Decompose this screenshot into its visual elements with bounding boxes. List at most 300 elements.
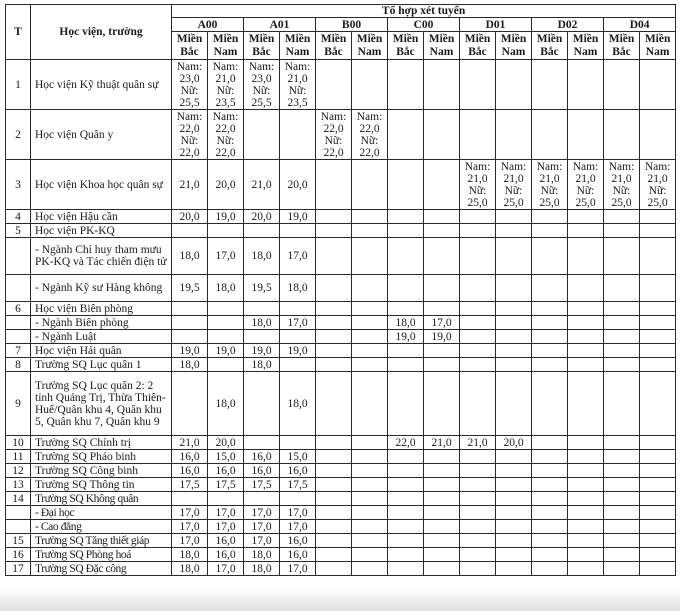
- score-cell: [244, 302, 280, 316]
- school-name: - Đại học: [31, 506, 172, 520]
- score-cell: [280, 492, 316, 506]
- score-cell: [640, 372, 676, 436]
- region-label-line1: Miền: [176, 32, 203, 45]
- score-cell: [496, 492, 532, 506]
- score-cell: [388, 110, 424, 160]
- score-cell: [460, 464, 496, 478]
- score-value: 25,0: [467, 196, 488, 209]
- score-cell: [496, 160, 532, 210]
- score-cell: [640, 492, 676, 506]
- header-region-nam: [496, 32, 532, 60]
- score-cell: [280, 224, 316, 238]
- score-cell: [208, 464, 244, 478]
- score-cell: [460, 160, 496, 210]
- score-cell: [388, 464, 424, 478]
- score-cell: [244, 492, 280, 506]
- score-cell: [640, 478, 676, 492]
- score-cell: [316, 492, 352, 506]
- score-value: 18,0: [251, 562, 272, 575]
- score-cell: [244, 520, 280, 534]
- score-value: 17,0: [431, 316, 452, 329]
- table-row: [6, 302, 676, 316]
- score-cell: [280, 562, 316, 576]
- header-combo-a00: A00: [172, 18, 244, 32]
- score-value: 22,0: [359, 122, 380, 135]
- score-cell: [280, 358, 316, 372]
- gender-label: Nam:: [284, 60, 311, 73]
- score-cell: [532, 562, 568, 576]
- score-cell: [640, 210, 676, 224]
- gender-label: Nam:: [212, 60, 239, 73]
- score-cell: [568, 372, 604, 436]
- school-name: Trường SQ Phòng hoá: [31, 548, 172, 562]
- score-cell: [388, 562, 424, 576]
- score-cell: [352, 450, 388, 464]
- score-cell: [496, 238, 532, 275]
- score-value: 22,0: [323, 146, 344, 159]
- score-cell: [568, 110, 604, 160]
- row-number: [6, 275, 31, 302]
- score-cell: [316, 316, 352, 330]
- row-number: 17: [6, 562, 31, 576]
- table-row: [6, 450, 676, 464]
- score-value: 19,0: [395, 330, 416, 343]
- score-cell: [604, 210, 640, 224]
- header-region-nam: [352, 32, 388, 60]
- score-cell: [568, 275, 604, 302]
- table-row: [6, 358, 676, 372]
- score-cell: [208, 224, 244, 238]
- score-cell: [424, 302, 460, 316]
- score-cell: [424, 160, 460, 210]
- score-cell: [424, 520, 460, 534]
- table-row: [6, 492, 676, 506]
- score-cell: [640, 330, 676, 344]
- header-region-bac: [532, 32, 568, 60]
- admission-scores-table: [5, 4, 676, 576]
- school-name: Học viện Kỹ thuật quân sự: [31, 60, 172, 110]
- score-cell: [640, 224, 676, 238]
- score-cell: [352, 478, 388, 492]
- score-cell: [604, 520, 640, 534]
- score-cell: [316, 562, 352, 576]
- region-label-line2: Bắc: [180, 45, 199, 58]
- header-combination-group: Tổ hợp xét tuyển: [172, 5, 676, 18]
- score-cell: [460, 302, 496, 316]
- score-cell: [352, 492, 388, 506]
- header-region-nam: [568, 32, 604, 60]
- score-cell: [388, 275, 424, 302]
- score-cell: [640, 238, 676, 275]
- score-cell: [208, 358, 244, 372]
- score-value: 16,0: [215, 464, 236, 477]
- score-cell: [280, 110, 316, 160]
- score-cell: [316, 436, 352, 450]
- score-value: 19,0: [179, 344, 200, 357]
- region-label-line1: Miền: [572, 32, 599, 45]
- score-value: 21,0: [215, 72, 236, 85]
- score-cell: [568, 60, 604, 110]
- score-value: 23,0: [251, 72, 272, 85]
- score-cell: [244, 110, 280, 160]
- score-value: 17,0: [287, 316, 308, 329]
- score-cell: [640, 275, 676, 302]
- score-cell: [460, 238, 496, 275]
- header-combo-a01: A01: [244, 18, 316, 32]
- score-cell: [388, 302, 424, 316]
- score-cell: [604, 110, 640, 160]
- score-cell: [496, 224, 532, 238]
- header-combo-b00: B00: [316, 18, 388, 32]
- score-cell: [316, 478, 352, 492]
- score-value: 22,0: [179, 122, 200, 135]
- score-cell: [352, 358, 388, 372]
- gender-label: Nữ:: [180, 134, 199, 147]
- score-cell: [208, 534, 244, 548]
- row-number: 13: [6, 478, 31, 492]
- score-cell: [172, 464, 208, 478]
- gender-label: Nam:: [608, 160, 635, 173]
- score-cell: [460, 358, 496, 372]
- region-label-line2: Bắc: [612, 45, 631, 58]
- score-value: 25,0: [539, 196, 560, 209]
- score-cell: [604, 238, 640, 275]
- score-value: 18,0: [215, 282, 236, 294]
- header-region-nam: [280, 32, 316, 60]
- score-cell: [280, 60, 316, 110]
- score-cell: [496, 548, 532, 562]
- score-cell: [460, 224, 496, 238]
- score-cell: [172, 330, 208, 344]
- row-number: 1: [6, 60, 31, 110]
- score-cell: [460, 330, 496, 344]
- score-cell: [460, 372, 496, 436]
- score-cell: [388, 160, 424, 210]
- score-cell: [280, 238, 316, 275]
- row-number: [6, 330, 31, 344]
- score-cell: [496, 358, 532, 372]
- header-combo-c00: C00: [388, 18, 460, 32]
- score-cell: [172, 492, 208, 506]
- score-value: 21,0: [539, 172, 560, 185]
- score-cell: [640, 60, 676, 110]
- score-cell: [568, 358, 604, 372]
- score-cell: [604, 358, 640, 372]
- score-cell: [280, 330, 316, 344]
- score-value: 21,0: [251, 178, 272, 191]
- gender-label: Nữ:: [504, 184, 523, 197]
- score-value: 18,0: [179, 562, 200, 575]
- table-row: [6, 464, 676, 478]
- gender-label: Nữ:: [216, 84, 235, 97]
- score-cell: [496, 534, 532, 548]
- score-cell: [460, 450, 496, 464]
- row-number: 9: [6, 372, 31, 436]
- score-cell: [424, 372, 460, 436]
- gender-label: Nữ:: [180, 84, 199, 97]
- score-cell: [604, 478, 640, 492]
- score-cell: [280, 506, 316, 520]
- score-cell: [208, 110, 244, 160]
- gender-label: Nữ:: [288, 84, 307, 97]
- school-name: Học viện Hải quân: [31, 344, 172, 358]
- score-cell: [460, 520, 496, 534]
- region-label-line2: Nam: [501, 45, 526, 58]
- score-cell: [172, 238, 208, 275]
- score-cell: [424, 534, 460, 548]
- score-cell: [640, 464, 676, 478]
- score-cell: [388, 330, 424, 344]
- score-cell: [244, 562, 280, 576]
- score-value: 19,0: [287, 344, 308, 357]
- score-value: 17,0: [287, 520, 308, 533]
- score-cell: [604, 436, 640, 450]
- row-number: 6: [6, 302, 31, 316]
- gender-label: Nam:: [500, 160, 527, 173]
- score-cell: [496, 344, 532, 358]
- gender-label: Nam:: [248, 60, 275, 73]
- score-value: 18,0: [179, 250, 200, 262]
- score-cell: [208, 450, 244, 464]
- school-name: Trường SQ Chính trị: [31, 436, 172, 450]
- score-cell: [532, 506, 568, 520]
- score-cell: [640, 506, 676, 520]
- score-cell: [388, 520, 424, 534]
- gender-label: Nam:: [644, 160, 671, 173]
- score-cell: [172, 302, 208, 316]
- score-cell: [532, 160, 568, 210]
- region-label-line2: Bắc: [468, 45, 487, 58]
- score-cell: [496, 520, 532, 534]
- score-cell: [604, 344, 640, 358]
- school-name: Học viện Biên phòng: [31, 302, 172, 316]
- score-cell: [244, 160, 280, 210]
- score-value: 18,0: [251, 358, 272, 371]
- score-cell: [496, 506, 532, 520]
- score-cell: [172, 478, 208, 492]
- table-row: [6, 534, 676, 548]
- score-cell: [424, 478, 460, 492]
- school-name: Trường SQ Thông tin: [31, 478, 172, 492]
- score-cell: [172, 358, 208, 372]
- score-cell: [460, 492, 496, 506]
- score-cell: [316, 160, 352, 210]
- school-name: - Ngành Kỹ sư Hàng không: [31, 275, 172, 302]
- region-label-line1: Miền: [212, 32, 239, 45]
- score-cell: [280, 302, 316, 316]
- row-number: 10: [6, 436, 31, 450]
- score-cell: [532, 316, 568, 330]
- gender-label: Nam:: [572, 160, 599, 173]
- score-cell: [460, 275, 496, 302]
- score-value: 16,0: [251, 464, 272, 477]
- score-cell: [460, 548, 496, 562]
- gender-label: Nam:: [464, 160, 491, 173]
- header-region-bac: [316, 32, 352, 60]
- score-cell: [172, 436, 208, 450]
- score-cell: [496, 316, 532, 330]
- score-cell: [460, 60, 496, 110]
- score-value: 18,0: [287, 282, 308, 294]
- school-name: Trường SQ Công binh: [31, 464, 172, 478]
- score-cell: [424, 506, 460, 520]
- score-cell: [532, 330, 568, 344]
- header-region-nam: [424, 32, 460, 60]
- score-value: 20,0: [179, 210, 200, 223]
- score-cell: [352, 464, 388, 478]
- score-cell: [532, 534, 568, 548]
- score-cell: [208, 520, 244, 534]
- score-cell: [352, 562, 388, 576]
- row-number: [6, 520, 31, 534]
- score-cell: [532, 548, 568, 562]
- score-cell: [316, 520, 352, 534]
- table-row: [6, 110, 676, 160]
- score-cell: [604, 372, 640, 436]
- score-value: 22,0: [215, 146, 236, 159]
- score-cell: [496, 436, 532, 450]
- score-cell: [172, 372, 208, 436]
- score-cell: [388, 238, 424, 275]
- score-cell: [280, 344, 316, 358]
- score-cell: [496, 110, 532, 160]
- header-combo-d02: D02: [532, 18, 604, 32]
- score-value: 20,0: [215, 436, 236, 449]
- header-region-nam: [208, 32, 244, 60]
- score-cell: [604, 548, 640, 562]
- score-cell: [352, 548, 388, 562]
- score-cell: [424, 224, 460, 238]
- score-cell: [424, 436, 460, 450]
- score-value: 18,0: [179, 358, 200, 371]
- school-name: Trường SQ Tăng thiết giáp: [31, 534, 172, 548]
- score-cell: [640, 302, 676, 316]
- score-cell: [568, 210, 604, 224]
- score-cell: [208, 344, 244, 358]
- score-value: 22,0: [215, 122, 236, 135]
- score-value: 15,0: [287, 450, 308, 463]
- score-value: 20,0: [215, 178, 236, 191]
- score-cell: [208, 506, 244, 520]
- score-cell: [460, 210, 496, 224]
- score-cell: [316, 110, 352, 160]
- gender-label: Nam:: [320, 110, 347, 123]
- score-cell: [424, 358, 460, 372]
- score-value: 16,0: [287, 548, 308, 561]
- region-label-line1: Miền: [644, 32, 671, 45]
- gender-label: Nữ:: [648, 184, 667, 197]
- score-value: 17,0: [251, 506, 272, 519]
- score-cell: [640, 358, 676, 372]
- score-cell: [496, 330, 532, 344]
- score-value: 18,0: [287, 397, 308, 410]
- score-cell: [280, 450, 316, 464]
- score-cell: [424, 60, 460, 110]
- score-cell: [208, 562, 244, 576]
- score-cell: [568, 160, 604, 210]
- score-cell: [532, 358, 568, 372]
- score-value: 17,0: [287, 562, 308, 575]
- score-cell: [208, 275, 244, 302]
- score-cell: [532, 372, 568, 436]
- table-body: [6, 60, 676, 576]
- score-value: 21,0: [179, 178, 200, 191]
- score-value: 25,0: [503, 196, 524, 209]
- score-value: 17,5: [251, 478, 272, 491]
- table-row: [6, 372, 676, 436]
- score-cell: [316, 302, 352, 316]
- score-cell: [568, 492, 604, 506]
- score-cell: [316, 210, 352, 224]
- score-cell: [568, 464, 604, 478]
- table-row: [6, 478, 676, 492]
- region-label-line1: Miền: [284, 32, 311, 45]
- score-cell: [388, 534, 424, 548]
- score-cell: [460, 344, 496, 358]
- score-cell: [496, 562, 532, 576]
- score-cell: [460, 478, 496, 492]
- score-cell: [568, 450, 604, 464]
- score-cell: [244, 464, 280, 478]
- score-cell: [172, 548, 208, 562]
- score-cell: [316, 275, 352, 302]
- table-row: [6, 562, 676, 576]
- score-cell: [640, 344, 676, 358]
- score-value: 18,0: [395, 316, 416, 329]
- score-value: 23,5: [287, 96, 308, 109]
- header-row-group: [6, 5, 676, 18]
- school-name: Trường SQ Lục quân 1: [31, 358, 172, 372]
- region-label-line2: Nam: [357, 45, 382, 58]
- row-number: 16: [6, 548, 31, 562]
- score-cell: [460, 436, 496, 450]
- score-cell: [604, 534, 640, 548]
- score-cell: [208, 238, 244, 275]
- score-cell: [604, 275, 640, 302]
- score-cell: [604, 302, 640, 316]
- score-cell: [604, 60, 640, 110]
- score-cell: [352, 534, 388, 548]
- score-cell: [568, 330, 604, 344]
- score-cell: [568, 238, 604, 275]
- score-cell: [532, 450, 568, 464]
- score-value: 21,0: [467, 172, 488, 185]
- score-cell: [244, 224, 280, 238]
- region-label-line1: Miền: [248, 32, 275, 45]
- score-cell: [244, 450, 280, 464]
- region-label-line1: Miền: [320, 32, 347, 45]
- header-region-bac: [460, 32, 496, 60]
- score-cell: [640, 160, 676, 210]
- table-row: [6, 316, 676, 330]
- score-cell: [280, 275, 316, 302]
- header-region-bac: [388, 32, 424, 60]
- score-cell: [496, 302, 532, 316]
- score-cell: [172, 534, 208, 548]
- score-cell: [172, 224, 208, 238]
- region-label-line2: Bắc: [396, 45, 415, 58]
- table-row: [6, 238, 676, 275]
- header-region-bac: [172, 32, 208, 60]
- score-cell: [172, 110, 208, 160]
- score-cell: [568, 520, 604, 534]
- score-cell: [280, 436, 316, 450]
- score-cell: [640, 520, 676, 534]
- score-cell: [640, 450, 676, 464]
- score-cell: [280, 464, 316, 478]
- score-cell: [568, 436, 604, 450]
- score-value: 22,0: [395, 436, 416, 449]
